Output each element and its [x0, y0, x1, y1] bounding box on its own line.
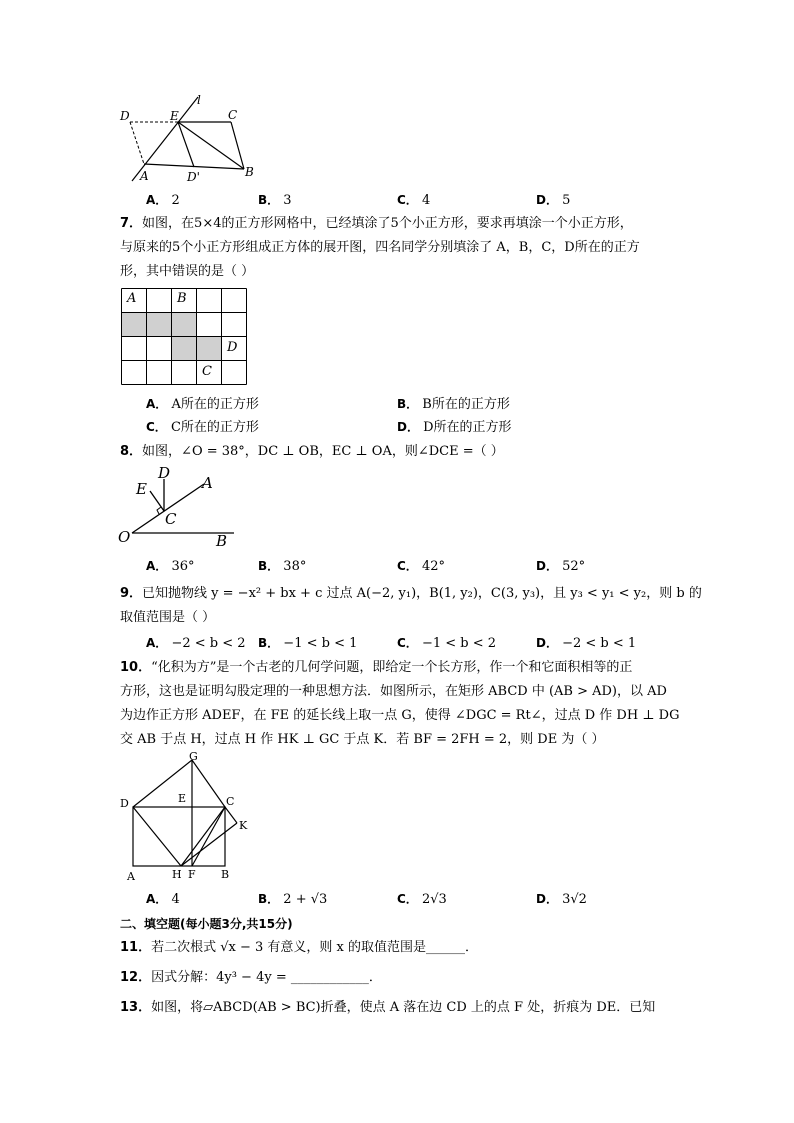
option-letter: D． — [536, 636, 558, 650]
q9-line-1 — [120, 582, 702, 606]
q9-option-c[interactable] — [397, 633, 496, 654]
option-text: C所在的正方形 — [170, 420, 259, 435]
q6-option-a[interactable] — [146, 190, 180, 211]
question-text: 因式分解：4y³ − 4y = ____________． — [151, 970, 382, 985]
question-number: 9． — [120, 586, 143, 601]
option-text: −1 < b < 1 — [283, 636, 358, 651]
q10-line-3: 为边作正方形 ADEF，在 FE 的延长线上取一点 G，使得 ∠DGC = Rt∠，过点 D 作 DH ⊥ DG — [120, 708, 680, 723]
q10-line-1 — [120, 656, 632, 680]
q10-option-a[interactable] — [146, 889, 180, 910]
q8-option-d[interactable] — [536, 556, 585, 577]
question-number: 13． — [120, 1000, 152, 1015]
option-letter: D． — [536, 559, 558, 573]
question-text: “化积为方”是一个古老的几何学问题，即给定一个长方形，作一个和它面积相等的正 — [151, 660, 633, 675]
option-text: 3√2 — [562, 892, 587, 907]
q8-label-B: B — [216, 532, 228, 550]
q6-figure — [110, 90, 270, 188]
option-letter: C． — [397, 559, 418, 573]
q8-label-D: D — [158, 466, 171, 482]
q7-grid-label-b: B — [177, 291, 187, 306]
option-text: D所在的正方形 — [423, 420, 512, 435]
option-letter: B． — [397, 397, 419, 411]
q7-option-d[interactable] — [397, 417, 512, 438]
option-letter: A． — [146, 559, 168, 573]
option-letter: D． — [397, 420, 419, 434]
q8-option-c[interactable] — [397, 556, 445, 577]
option-text: 4 — [421, 193, 431, 208]
option-text: 2 — [171, 193, 180, 208]
q8-option-a[interactable] — [146, 556, 194, 577]
option-text: B所在的正方形 — [422, 397, 510, 412]
q10-label-F: F — [188, 868, 196, 881]
q7-grid-label-d: D — [227, 340, 238, 355]
question-text: 已知抛物线 y = −x² + bx + c 过点 A(−2, y₁)，B(1, y₂)，C(3, y₃)，且 y₃ < y₁ < y₂，则 b 的 — [142, 586, 702, 601]
option-letter: C． — [146, 420, 167, 434]
option-letter: B． — [258, 193, 280, 207]
section-heading: 二、填空题(每小题3分,共15分) — [120, 917, 293, 931]
question-number: 11． — [120, 940, 152, 955]
q13-question — [120, 996, 655, 1020]
option-text: 2 + √3 — [283, 892, 328, 907]
q7-line-2: 与原来的5个小正方形组成正方体的展开图，四名同学分别填涂了 A，B，C，D所在的正方 — [120, 240, 640, 255]
q6-label-A: A — [140, 169, 149, 183]
question-text: 若二次根式 √x − 3 有意义，则 x 的取值范围是______． — [151, 940, 478, 955]
q10-option-d[interactable] — [536, 889, 587, 910]
q10-figure — [115, 750, 265, 885]
option-text: −2 < b < 2 — [171, 636, 246, 651]
question-number: 8． — [120, 444, 143, 459]
option-text: 42° — [421, 559, 445, 574]
option-text: 38° — [283, 559, 307, 574]
q9-option-b[interactable] — [258, 633, 357, 654]
q6-label-D: D — [120, 109, 130, 123]
q8-label-E: E — [136, 480, 147, 498]
option-letter: A． — [146, 397, 168, 411]
q9-line-2: 取值范围是（ ） — [120, 610, 216, 625]
q10-label-E: E — [178, 792, 187, 805]
q7-grid-label-c: C — [202, 364, 212, 379]
q8-figure — [112, 466, 242, 550]
option-letter: A． — [146, 892, 168, 906]
question-text: 如图，将▱ABCD(AB > BC)折叠，使点 A 落在边 CD 上的点 F 处，折痕为 DE．已知 — [151, 1000, 656, 1015]
option-letter: A． — [146, 636, 168, 650]
q10-line-4: 交 AB 于点 H，过点 H 作 HK ⊥ GC 于点 K．若 BF = 2FH = 2，则 DE 为（ ） — [120, 732, 605, 747]
q9-option-a[interactable] — [146, 633, 246, 654]
q7-line-1 — [120, 212, 633, 236]
option-text: 3 — [283, 193, 292, 208]
option-letter: B． — [258, 636, 280, 650]
q6-label-E: E — [170, 109, 179, 123]
q7-option-a[interactable] — [146, 394, 259, 415]
q6-label-l: l — [197, 93, 201, 107]
option-text: A所在的正方形 — [171, 397, 259, 412]
option-text: 5 — [562, 193, 571, 208]
q8-option-b[interactable] — [258, 556, 306, 577]
option-letter: D． — [536, 892, 558, 906]
q10-option-b[interactable] — [258, 889, 327, 910]
option-text: 2√3 — [421, 892, 447, 907]
question-text: 如图，在5×4的正方形网格中，已经填涂了5个小正方形，要求再填涂一个小正方形， — [142, 216, 633, 231]
option-letter: C． — [397, 193, 418, 207]
option-letter: A． — [146, 193, 168, 207]
q7-line-3: 形，其中错误的是（ ） — [120, 264, 255, 279]
question-number: 7． — [120, 216, 143, 231]
q7-option-c[interactable] — [146, 417, 259, 438]
q10-label-D: D — [120, 797, 129, 810]
q6-label-B: B — [245, 165, 254, 179]
option-text: −2 < b < 1 — [562, 636, 637, 651]
q11-question — [120, 936, 478, 960]
q8-label-A: A — [202, 474, 213, 492]
option-letter: C． — [397, 636, 418, 650]
q6-option-d[interactable] — [536, 190, 570, 211]
q10-option-c[interactable] — [397, 889, 447, 910]
q10-label-A: A — [127, 870, 135, 883]
q7-grid — [121, 288, 246, 385]
q10-label-B: B — [221, 868, 230, 881]
q6-label-Dprime: D' — [187, 170, 200, 184]
q6-label-C: C — [228, 108, 238, 122]
option-letter: C． — [397, 892, 418, 906]
q8-label-C: C — [165, 510, 177, 528]
q6-option-b[interactable] — [258, 190, 292, 211]
q10-line-2: 方形，这也是证明勾股定理的一种思想方法．如图所示，在矩形 ABCD 中 (AB > AD)，以 AD — [120, 684, 667, 699]
option-letter: B． — [258, 559, 280, 573]
q10-label-C: C — [226, 795, 235, 808]
q7-option-b[interactable] — [397, 394, 510, 415]
q10-label-G: G — [189, 750, 198, 763]
question-number: 12． — [120, 970, 152, 985]
q7-grid-label-a: A — [127, 291, 137, 306]
option-letter: D． — [536, 193, 558, 207]
q8-question — [120, 440, 504, 464]
q9-option-d[interactable] — [536, 633, 636, 654]
option-letter: B． — [258, 892, 280, 906]
question-number: 10． — [120, 660, 152, 675]
option-text: 52° — [562, 559, 586, 574]
q6-option-c[interactable] — [397, 190, 430, 211]
option-text: 4 — [171, 892, 180, 907]
option-text: 36° — [171, 559, 195, 574]
q10-label-K: K — [239, 819, 248, 832]
q10-label-H: H — [172, 868, 182, 881]
option-text: −1 < b < 2 — [421, 636, 497, 651]
question-text: 如图，∠O = 38°，DC ⊥ OB，EC ⊥ OA，则∠DCE =（ ） — [142, 444, 504, 459]
q12-question — [120, 966, 382, 990]
q8-label-O: O — [118, 528, 131, 546]
